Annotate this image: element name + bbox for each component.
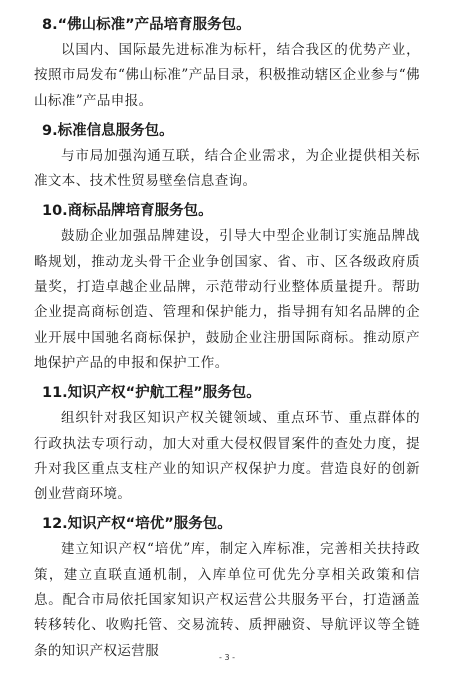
section-paragraph: 组织针对我区知识产权关键领域、重点环节、重点群体的行政执法专项行动，加大对重大侵权假冒案件的查处力度，提升对我区重点支柱产业的知识产权保护力度。营造良好的创新创业营商环境。	[34, 410, 420, 503]
section-12	[34, 511, 420, 663]
section-heading: 9.标准信息服务包。	[42, 122, 174, 139]
section-10	[34, 198, 420, 376]
page-number: - 3 -	[219, 653, 235, 662]
section-heading: 12.知识产权“培优”服务包。	[42, 516, 232, 533]
section-9	[34, 118, 420, 195]
section-8	[34, 12, 420, 114]
section-heading: 11.知识产权“护航工程”服务包。	[42, 385, 261, 402]
section-heading: 10.商标品牌培育服务包。	[42, 203, 213, 220]
section-paragraph: 鼓励企业加强品牌建设，引导大中型企业制订实施品牌战略规划，推动龙头骨干企业争创国家、省、市、区各级政府质量奖，打造卓越企业品牌，示范带动行业整体质量提升。帮助企业提高商标创造、管理和保护能力，指导拥有知名品牌的企业开展中国驰名商标保护，鼓励企业注册国际商标。推动原产地保护产品的申报和保护工作。	[34, 228, 420, 371]
section-11	[34, 380, 420, 507]
section-paragraph: 建立知识产权“培优”库，制定入库标准，完善相关扶持政策，建立直联直通机制，入库单位可优先分享相关政策和信息。配合市局依托国家知识产权运营公共服务平台，打造涵盖转移转化、收购托管、交易流转、质押融资、导航评议等全链条的知识产权运营服	[34, 541, 420, 659]
section-heading: 8.“佛山标准”产品培育服务包。	[42, 17, 251, 33]
section-paragraph: 与市局加强沟通互联，结合企业需求，为企业提供相关标准文本、技术性贸易壁垒信息查询。	[34, 147, 420, 190]
section-paragraph: 以国内、国际最先进标准为标杆，结合我区的优势产业，按照市局发布“佛山标准”产品目录，积极推动辖区企业参与“佛山标准”产品申报。	[34, 42, 420, 109]
